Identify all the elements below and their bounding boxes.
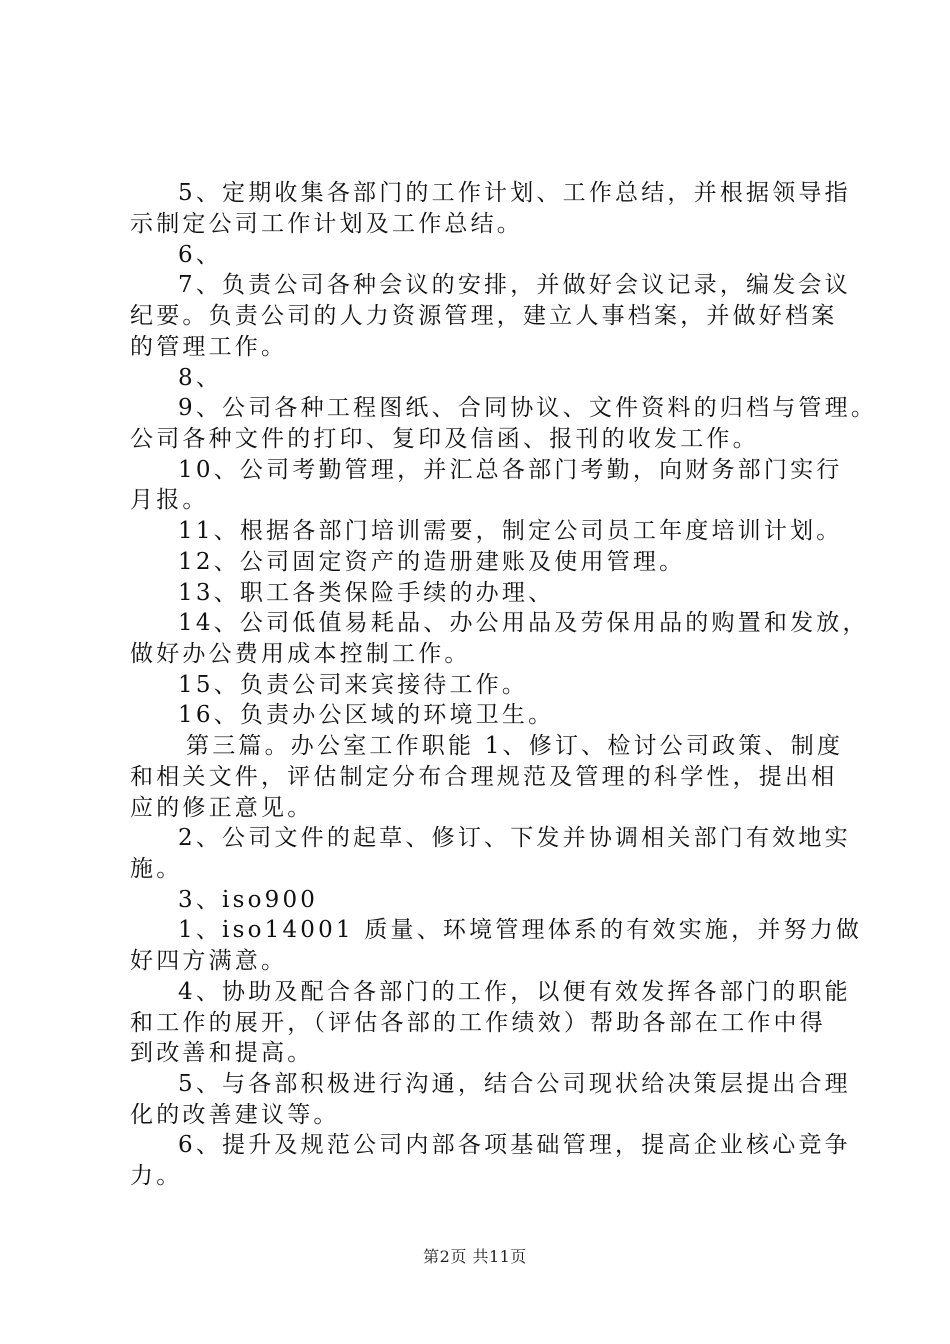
paragraph-line: 9、公司各种工程图纸、合同协议、文件资料的归档与管理。 [178, 395, 878, 421]
page-number-footer: 第2页 共11页 [423, 1247, 527, 1266]
paragraph-line: 13、职工各类保险手续的办理、 [178, 580, 555, 606]
paragraph-line: 15、负责公司来宾接待工作。 [178, 672, 529, 698]
paragraph-line: 3、iso900 [178, 887, 319, 913]
paragraph-line: 4、协助及配合各部门的工作，以便有效发挥各部门的职能 [178, 979, 851, 1005]
paragraph-line: 12、公司固定资产的造册建账及使用管理。 [178, 549, 686, 575]
paragraph-line: 好四方满意。 [130, 948, 288, 974]
paragraph-line: 公司各种文件的打印、复印及信函、报刊的收发工作。 [130, 426, 759, 452]
paragraph-line: 7、负责公司各种会议的安排，并做好会议记录，编发会议 [178, 272, 851, 298]
paragraph-line: 和相关文件，评估制定分布合理规范及管理的科学性，提出相 [130, 764, 838, 790]
paragraph-line: 10、公司考勤管理，并汇总各部门考勤，向财务部门实行 [178, 457, 843, 483]
paragraph-line: 示制定公司工作计划及工作总结。 [130, 211, 523, 237]
paragraph-line: 8、 [178, 365, 223, 391]
paragraph-line: 11、根据各部门培训需要，制定公司员工年度培训计划。 [178, 518, 843, 544]
paragraph-line: 施。 [130, 856, 183, 882]
paragraph-line: 5、与各部积极进行沟通，结合公司现状给决策层提出合理 [178, 1071, 851, 1097]
paragraph-line: 到改善和提高。 [130, 1040, 314, 1066]
paragraph-line: 6、提升及规范公司内部各项基础管理，提高企业核心竞争 [178, 1132, 851, 1158]
paragraph-line: 5、定期收集各部门的工作计划、工作总结，并根据领导指 [178, 180, 851, 206]
paragraph-line: 14、公司低值易耗品、办公用品及劳保用品的购置和发放， [178, 610, 869, 636]
paragraph-line: 月报。 [130, 487, 209, 513]
paragraph-line: 2、公司文件的起草、修订、下发并协调相关部门有效地实 [178, 825, 851, 851]
paragraph-line: 化的改善建议等。 [130, 1102, 340, 1128]
paragraph-line: 6、 [178, 242, 223, 268]
paragraph-line: 和工作的展开，（评估各部的工作绩效）帮助各部在工作中得 [130, 1010, 826, 1036]
paragraph-line: 1、iso14001 质量、环境管理体系的有效实施，并努力做 [178, 917, 863, 943]
paragraph-line: 16、负责办公区域的环境卫生。 [178, 702, 555, 728]
paragraph-line: 力。 [130, 1163, 183, 1189]
paragraph-line: 的管理工作。 [130, 334, 288, 360]
paragraph-line: 做好办公费用成本控制工作。 [130, 641, 471, 667]
paragraph-line: 应的修正意见。 [130, 795, 314, 821]
paragraph-line: 纪要。负责公司的人力资源管理，建立人事档案，并做好档案 [130, 303, 838, 329]
section-heading-line: 第三篇。办公室工作职能 1、修订、检讨公司政策、制度 [186, 733, 844, 759]
